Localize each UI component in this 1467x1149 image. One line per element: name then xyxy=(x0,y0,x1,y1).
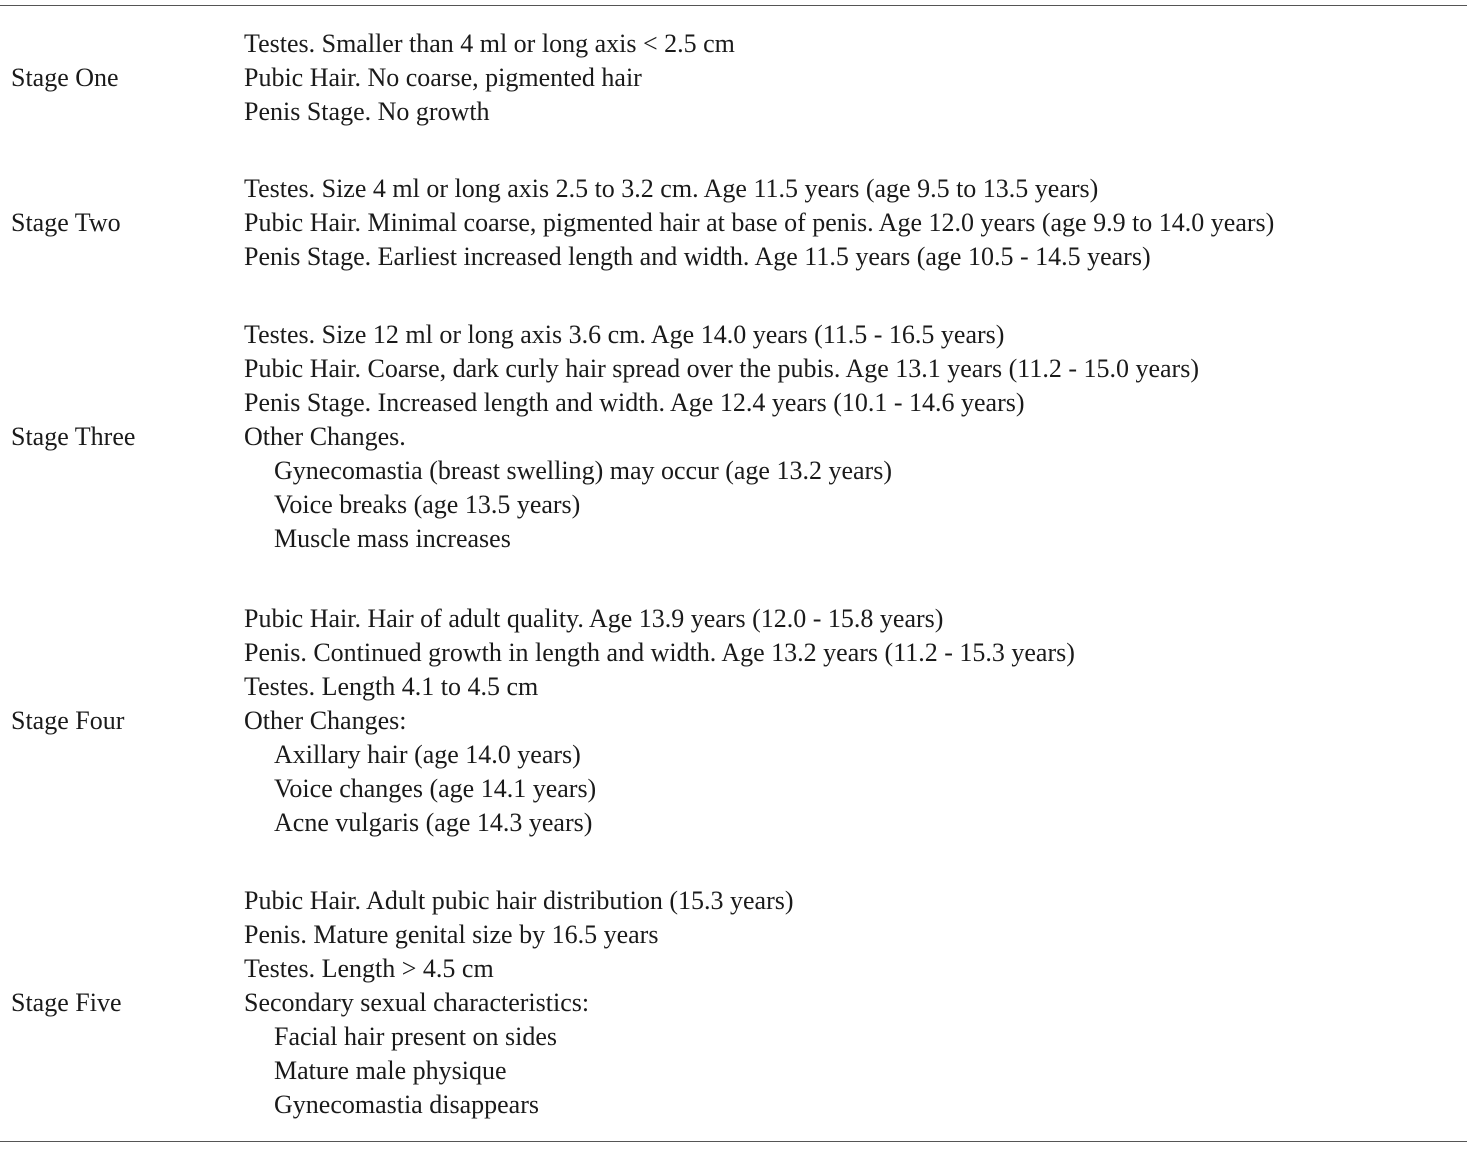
description-line: Testes. Length > 4.5 cm xyxy=(244,954,494,983)
description-line: Testes. Length 4.1 to 4.5 cm xyxy=(244,672,539,701)
table-top-rule xyxy=(0,5,1467,6)
description-line: Penis Stage. Earliest increased length and width. Age 11.5 years (age 10.5 - 14.5 years) xyxy=(244,242,1151,271)
description-subline: Muscle mass increases xyxy=(274,524,511,553)
description-line: Testes. Size 12 ml or long axis 3.6 cm. Age 14.0 years (11.5 - 16.5 years) xyxy=(244,320,1005,349)
description-line: Other Changes: xyxy=(244,706,407,735)
stage-label: Stage One xyxy=(11,63,119,92)
stage-description xyxy=(244,602,1075,840)
stage-description xyxy=(244,172,1274,274)
description-line: Penis Stage. No growth xyxy=(244,97,490,126)
description-line: Penis. Mature genital size by 16.5 years xyxy=(244,920,659,949)
description-subline: Acne vulgaris (age 14.3 years) xyxy=(274,808,593,837)
description-line: Pubic Hair. No coarse, pigmented hair xyxy=(244,63,642,92)
description-line: Penis. Continued growth in length and width. Age 13.2 years (11.2 - 15.3 years) xyxy=(244,638,1075,667)
description-line: Pubic Hair. Coarse, dark curly hair spread over the pubis. Age 13.1 years (11.2 - 15.0 years) xyxy=(244,354,1199,383)
description-subline: Gynecomastia (breast swelling) may occur (age 13.2 years) xyxy=(274,456,892,485)
description-subline: Voice changes (age 14.1 years) xyxy=(274,774,597,803)
stage-label: Stage Three xyxy=(11,422,136,451)
description-line: Testes. Size 4 ml or long axis 2.5 to 3.2 cm. Age 11.5 years (age 9.5 to 13.5 years) xyxy=(244,174,1099,203)
description-line: Penis Stage. Increased length and width. Age 12.4 years (10.1 - 14.6 years) xyxy=(244,388,1025,417)
table-bottom-rule xyxy=(0,1141,1467,1142)
description-line: Other Changes. xyxy=(244,422,406,451)
description-subline: Facial hair present on sides xyxy=(274,1022,558,1051)
description-line: Pubic Hair. Hair of adult quality. Age 13.9 years (12.0 - 15.8 years) xyxy=(244,604,944,633)
stage-description xyxy=(244,884,794,1122)
description-subline: Gynecomastia disappears xyxy=(274,1090,539,1119)
stage-label: Stage Five xyxy=(11,988,122,1017)
description-subline: Axillary hair (age 14.0 years) xyxy=(274,740,581,769)
stage-description xyxy=(244,318,1199,556)
stage-label: Stage Two xyxy=(11,208,121,237)
stage-description xyxy=(244,27,735,129)
description-subline: Mature male physique xyxy=(274,1056,507,1085)
stage-label: Stage Four xyxy=(11,706,125,735)
description-line: Testes. Smaller than 4 ml or long axis < 2.5 cm xyxy=(244,29,735,58)
description-subline: Voice breaks (age 13.5 years) xyxy=(274,490,581,519)
description-line: Pubic Hair. Adult pubic hair distribution (15.3 years) xyxy=(244,886,794,915)
description-line: Pubic Hair. Minimal coarse, pigmented hair at base of penis. Age 12.0 years (age 9.9 to 14.0 years) xyxy=(244,208,1275,237)
description-line: Secondary sexual characteristics: xyxy=(244,988,590,1017)
